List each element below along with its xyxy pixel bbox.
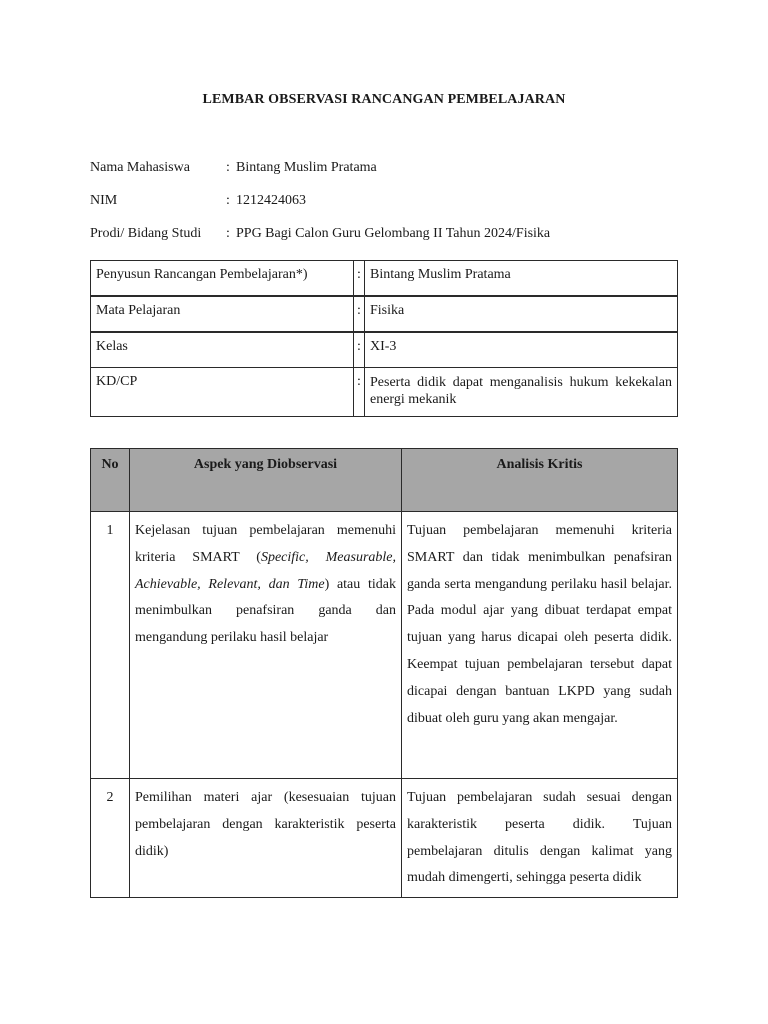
table-row	[91, 779, 678, 898]
identity-label: Prodi/ Bidang Studi	[90, 226, 202, 241]
info-row	[91, 296, 678, 332]
observation-table	[90, 448, 678, 898]
observation-header-row	[91, 449, 678, 512]
identity-colon: :	[226, 226, 230, 241]
identity-label: NIM	[90, 193, 118, 208]
info-label: Mata Pelajaran	[91, 296, 354, 332]
info-row	[91, 332, 678, 368]
info-value: Peserta didik dapat menganalisis hukum kekekalan energi mekanik	[365, 368, 678, 417]
identity-row-nim	[90, 193, 590, 213]
info-value: XI-3	[365, 332, 678, 368]
header-no: No	[91, 449, 130, 512]
identity-value: PPG Bagi Calon Guru Gelombang II Tahun 2024/Fisika	[236, 226, 551, 241]
identity-label: Nama Mahasiswa	[90, 160, 190, 175]
aspect-text: Kejelasan tujuan pembelajaran memenuhi kriteria SMART (	[135, 523, 396, 565]
info-row	[91, 368, 678, 417]
identity-colon: :	[226, 160, 230, 175]
header-analysis: Analisis Kritis	[402, 449, 678, 512]
identity-row-nama	[90, 160, 590, 180]
identity-value: 1212424063	[236, 193, 306, 208]
row-analysis: Tujuan pembelajaran memenuhi kriteria SMART dan tidak menimbulkan penafsiran ganda serta mengandung perilaku hasil belajar. Pada modul ajar yang dibuat terdapat empat tujuan yang harus dicapai oleh peserta didik. Keempat tujuan pembelajaran tersebut dapat dicapai dengan bantuan LKPD yang sudah dibuat oleh guru yang akan mengajar.	[402, 512, 678, 779]
info-colon: :	[354, 261, 365, 297]
document-title: LEMBAR OBSERVASI RANCANGAN PEMBELAJARAN	[202, 92, 566, 107]
header-aspect: Aspek yang Diobservasi	[130, 449, 402, 512]
info-value: Bintang Muslim Pratama	[365, 261, 678, 297]
info-table	[90, 260, 678, 417]
row-aspect	[130, 512, 402, 779]
info-colon: :	[354, 368, 365, 417]
info-colon: :	[354, 296, 365, 332]
aspect-text: ) atau tidak menimbulkan penafsiran ganda dan mengandung perilaku hasil belajar	[135, 576, 396, 646]
row-number: 1	[91, 512, 130, 779]
row-analysis: Tujuan pembelajaran sudah sesuai dengan karakteristik peserta didik. Tujuan pembelajaran ditulis dengan kalimat yang mudah dimengerti, sehingga peserta didik	[402, 779, 678, 898]
info-colon: :	[354, 332, 365, 368]
info-label: Kelas	[91, 332, 354, 368]
identity-row-prodi	[90, 226, 678, 246]
identity-value: Bintang Muslim Pratama	[236, 160, 377, 175]
info-label: KD/CP	[91, 368, 354, 417]
info-row	[91, 261, 678, 297]
identity-colon: :	[226, 193, 230, 208]
info-label: Penyusun Rancangan Pembelajaran*)	[91, 261, 354, 297]
row-aspect: Pemilihan materi ajar (kesesuaian tujuan pembelajaran dengan karakteristik peserta didik)	[130, 779, 402, 898]
info-value: Fisika	[365, 296, 678, 332]
aspect-italic-text: Specific, Measurable, Achievable, Relevant, dan Time	[135, 549, 396, 592]
row-number: 2	[91, 779, 130, 898]
table-row	[91, 512, 678, 779]
